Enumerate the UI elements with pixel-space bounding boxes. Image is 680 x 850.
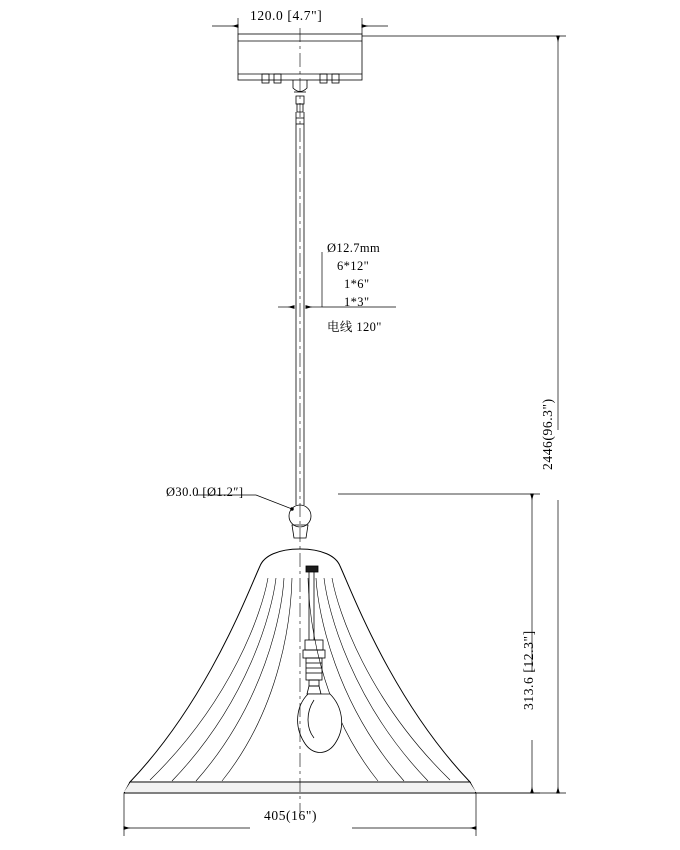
dimension-label-top-width: 120.0 [4.7"]	[250, 8, 323, 23]
note-cord-sets-2: 1*6"	[344, 277, 370, 291]
note-cord-sets-1: 6*12"	[337, 259, 370, 273]
dimension-label-ball-diameter: Ø30.0 [Ø1.2″]	[166, 485, 244, 499]
dimension-label-bottom-width: 405(16")	[264, 808, 318, 823]
dimension-label-shade-height: 313.6 [12.3"]	[521, 630, 536, 710]
note-cord-sets-3: 1*3"	[344, 295, 370, 309]
note-wire-length: 电线 120"	[327, 320, 382, 334]
dimension-label-rod-diameter: Ø12.7mm	[327, 241, 381, 255]
dimension-label-overall-height: 2446(96.3")	[540, 398, 555, 470]
